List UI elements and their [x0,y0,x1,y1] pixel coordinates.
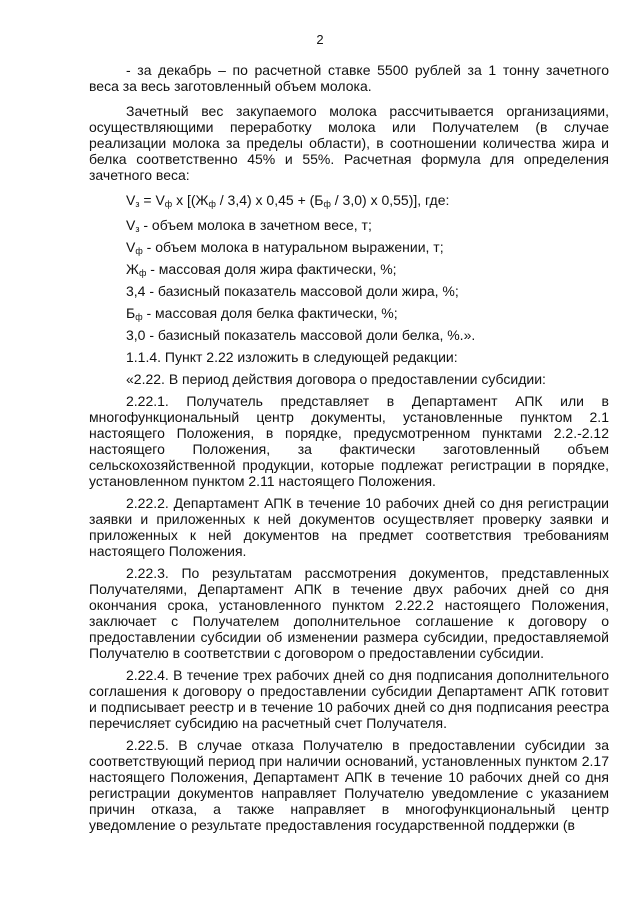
definition-zh [89,261,609,277]
formula-eq: = V [139,192,165,208]
formula-sub-f3: ф [323,199,331,209]
page-number: 2 [316,32,324,47]
paragraph-2-22-3: 2.22.3. По результатам рассмотрения документов, представленных Получателями, Департамент АПК в течение двух рабочих дней со дня окончания срока, установленного пунктом 2.22.2 настоящего Положения, заключает с Получателем дополнительное соглашение к договору о предоставлении субсидии об изменении размера субсидии, предоставляемой Получателю в соответствии с договором о предоставлении субсидии. [89,565,609,661]
def-b-letter: Б [126,305,136,321]
formula-open: х [(Ж [172,192,209,208]
def-b-text: - массовая доля белка фактически, %; [142,305,398,321]
definition-vf [89,239,609,255]
def-zh-letter: Ж [126,261,139,277]
definition-protein-base: 3,0 - базисный показатель массовой доли белка, %.». [126,327,476,343]
paragraph-2-22-4: 2.22.4. В течение трех рабочих дней со дня подписания дополнительного соглашения к договору о предоставлении субсидии Департамент АПК готовит и подписывает реестр и в течение 10 рабочих дней со дня подписания реестра перечисляет субсидию на расчетный счет Получателя. [89,667,609,731]
formula-sub-f2: ф [208,199,216,209]
def-vz-sub: з [135,224,140,234]
formula-sub-z: з [135,199,140,209]
def-zh-text: - массовая доля жира фактически, %; [146,261,397,277]
paragraph-amendment: 1.1.4. Пункт 2.22 изложить в следующей редакции: [126,349,458,365]
paragraph-december-rate: - за декабрь – по расчетной ставке 5500 рублей за 1 тонну зачетного веса за весь заготовленный объем молока. [89,62,609,94]
document-body [89,62,609,833]
paragraph-2-22-2: 2.22.2. Департамент АПК в течение 10 рабочих дней со дня регистрации заявки и приложенных к ней документов осуществляет проверку заявки и приложенных к ней документов на предмет соответствия требованиям настоящего Положения. [89,495,609,559]
formula-line [89,192,609,208]
definition-vz [89,217,609,233]
def-vz-text: - объем молока в зачетном весе, т; [139,217,372,233]
def-vz-letter: V [126,217,136,233]
paragraph-2-22: «2.22. В период действия договора о предоставлении субсидии: [126,371,546,387]
formula-mid2: / 3,0) х 0,55)], где: [330,192,450,208]
def-vf-sub: ф [135,246,143,256]
def-vf-text: - объем молока в натуральном выражении, т; [142,239,444,255]
paragraph-credit-weight: Зачетный вес закупаемого молока рассчитывается организациями, осуществляющими переработку молока или Получателем (в случае реализации молока за пределы области), в соотношении количества жира и белка соответственно 45% и 55%. Расчетная формула для определения зачетного веса: [89,103,609,183]
def-vf-letter: V [126,239,136,255]
def-zh-sub: ф [138,268,147,278]
def-b-sub: ф [135,312,143,322]
formula-v: V [126,192,136,208]
formula-mid1: / 3,4) х 0,45 + (Б [215,192,324,208]
paragraph-2-22-5: 2.22.5. В случае отказа Получателю в предоставлении субсидии за соответствующий период при наличии оснований, установленных пунктом 2.17 настоящего Положения, Департамент АПК в течение 10 рабочих дней со дня регистрации документов направляет Получателю уведомление с указанием причин отказа, а также направляет в многофункциональный центр уведомление о результате предоставления государственной поддержки (в [89,737,609,833]
definition-fat-base: 3,4 - базисный показатель массовой доли жира, %; [126,283,459,299]
formula-sub-f1: ф [164,199,173,209]
definition-b [89,305,609,321]
paragraph-2-22-1: 2.22.1. Получатель представляет в Департамент АПК или в многофункциональный центр документы, установленные пунктом 2.1 настоящего Положения, в порядке, предусмотренном пунктами 2.2.-2.12 настоящего Положения, за фактически заготовленный объем сельскохозяйственной продукции, которые подлежат регистрации в порядке, установленном пунктом 2.11 настоящего Положения. [89,393,609,489]
